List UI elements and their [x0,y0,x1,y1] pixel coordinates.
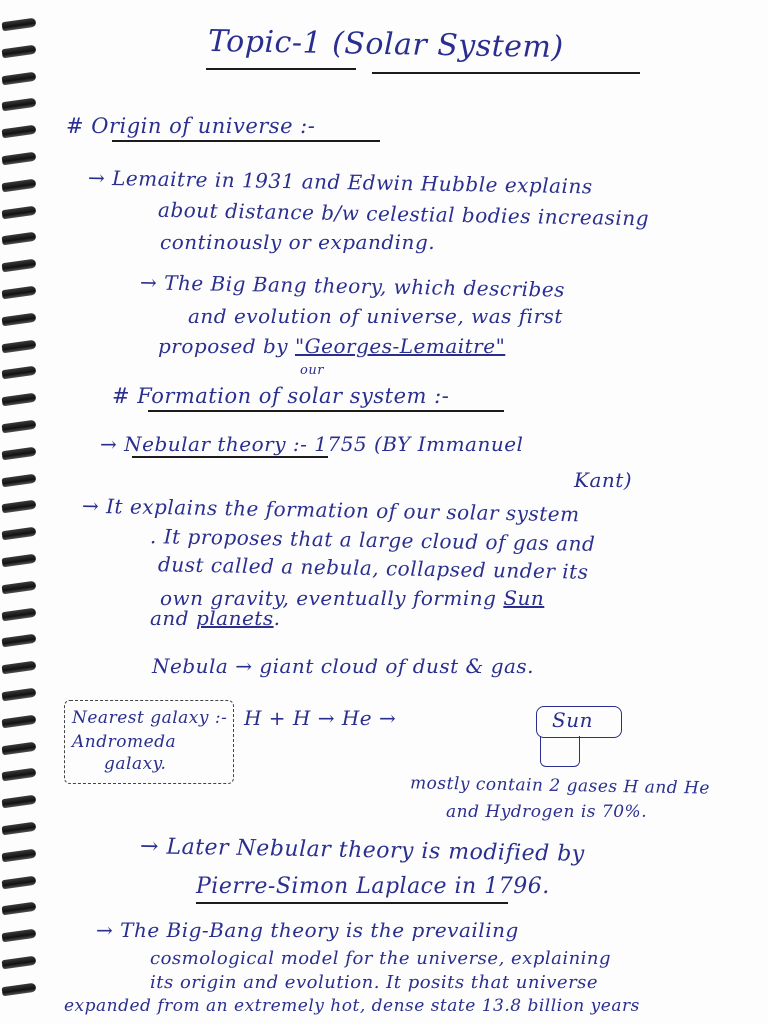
origin-heading: # Origin of universe :- [66,114,316,138]
spiral-coil [2,473,37,487]
spiral-coil [2,634,37,648]
spiral-coil [2,205,37,219]
spiral-coil [2,902,37,916]
spiral-coil [2,741,37,755]
spiral-coil [2,44,37,58]
nebular-underline [132,456,328,458]
formation-heading-underline [148,410,504,412]
mostly-line1: mostly contain 2 gases H and He [409,773,711,799]
origin-p1-line2: about distance b/w celestial bodies increasing [157,197,650,231]
bigbang-line1: → The Big-Bang theory is the prevailing [96,918,519,942]
spiral-coil [2,527,37,541]
spiral-binding [0,20,44,1024]
insert-word-our: our [300,363,324,378]
origin-p2-line3 [158,336,505,356]
mostly-line2: and Hydrogen is 70%. [446,802,648,822]
later-line1: → Later Nebular theory is modified by [139,834,585,867]
origin-p1-line1: → Lemaitre in 1931 and Edwin Hubble explains [87,165,593,199]
spiral-coil [2,661,37,675]
spiral-coil [2,420,37,434]
period-text: . [273,606,281,630]
formation-heading: # Formation of solar system :- [112,384,450,408]
spiral-coil [2,71,37,85]
later-line2: Pierre-Simon Laplace in 1796. [196,874,550,899]
spiral-coil [2,259,37,273]
spiral-coil [2,714,37,728]
planets-word: planets [195,606,274,630]
spiral-coil [2,795,37,809]
nebular-line2: Kant) [574,468,633,492]
spiral-coil [2,393,37,407]
origin-heading-underline [112,140,380,142]
spiral-coil [2,554,37,568]
spiral-coil [2,98,37,112]
spiral-coil [2,929,37,943]
spiral-coil [2,366,37,380]
spiral-coil [2,500,37,514]
gravity-text: own gravity, eventually forming [160,586,504,610]
sun-label: Sun [552,708,593,732]
origin-p2-line1: → The Big Bang theory, which describes [139,270,566,302]
sun-word: Sun [503,586,545,610]
explain-line1: → It explains the formation of our solar system [81,493,580,527]
spiral-coil [2,312,37,326]
spiral-coil [2,178,37,192]
title-underline-2 [372,72,640,74]
bigbang-line2: cosmological model for the universe, explaining [150,948,612,969]
spiral-coil [2,580,37,594]
nearest-galaxy-value-1: Andromeda [72,732,177,752]
bigbang-line3: its origin and evolution. It posits that universe [150,972,599,993]
spiral-coil [2,125,37,139]
spiral-coil [2,286,37,300]
spiral-coil [2,848,37,862]
fusion-reaction: H + H → He → [244,706,397,730]
origin-p2-line2: and evolution of universe, was first [188,304,563,328]
sun-connector [540,736,580,767]
nebula-definition: Nebula → giant cloud of dust & gas. [152,654,535,678]
and-text: and [150,606,196,630]
spiral-coil [2,18,37,32]
title-underline [206,68,356,70]
spiral-coil [2,446,37,460]
spiral-coil [2,607,37,621]
nearest-galaxy-label: Nearest galaxy :- [72,708,228,728]
spiral-coil [2,232,37,246]
explain-line4 [160,588,544,608]
spiral-coil [2,956,37,970]
spiral-coil [2,339,37,353]
spiral-coil [2,152,37,166]
explain-line2: . It proposes that a large cloud of gas and [149,524,596,556]
proposed-by-text: proposed by [158,334,295,358]
spiral-coil [2,822,37,836]
origin-p1-line3: continously or expanding. [160,230,436,254]
explain-line5 [150,608,280,628]
nebular-line1: → Nebular theory :- 1755 (BY Immanuel [100,432,524,456]
laplace-underline [196,902,508,904]
bigbang-line4: expanded from an extremely hot, dense state 13.8 billion years [64,996,640,1016]
spiral-coil [2,688,37,702]
lemaitre-name: "Georges-Lemaitre" [294,334,506,358]
nearest-galaxy-value-2: galaxy. [104,754,167,774]
spiral-coil [2,768,37,782]
page-title: Topic-1 (Solar System) [207,23,564,66]
spiral-coil [2,875,37,889]
explain-line3: dust called a nebula, collapsed under its [157,552,589,584]
spiral-coil [2,982,37,996]
